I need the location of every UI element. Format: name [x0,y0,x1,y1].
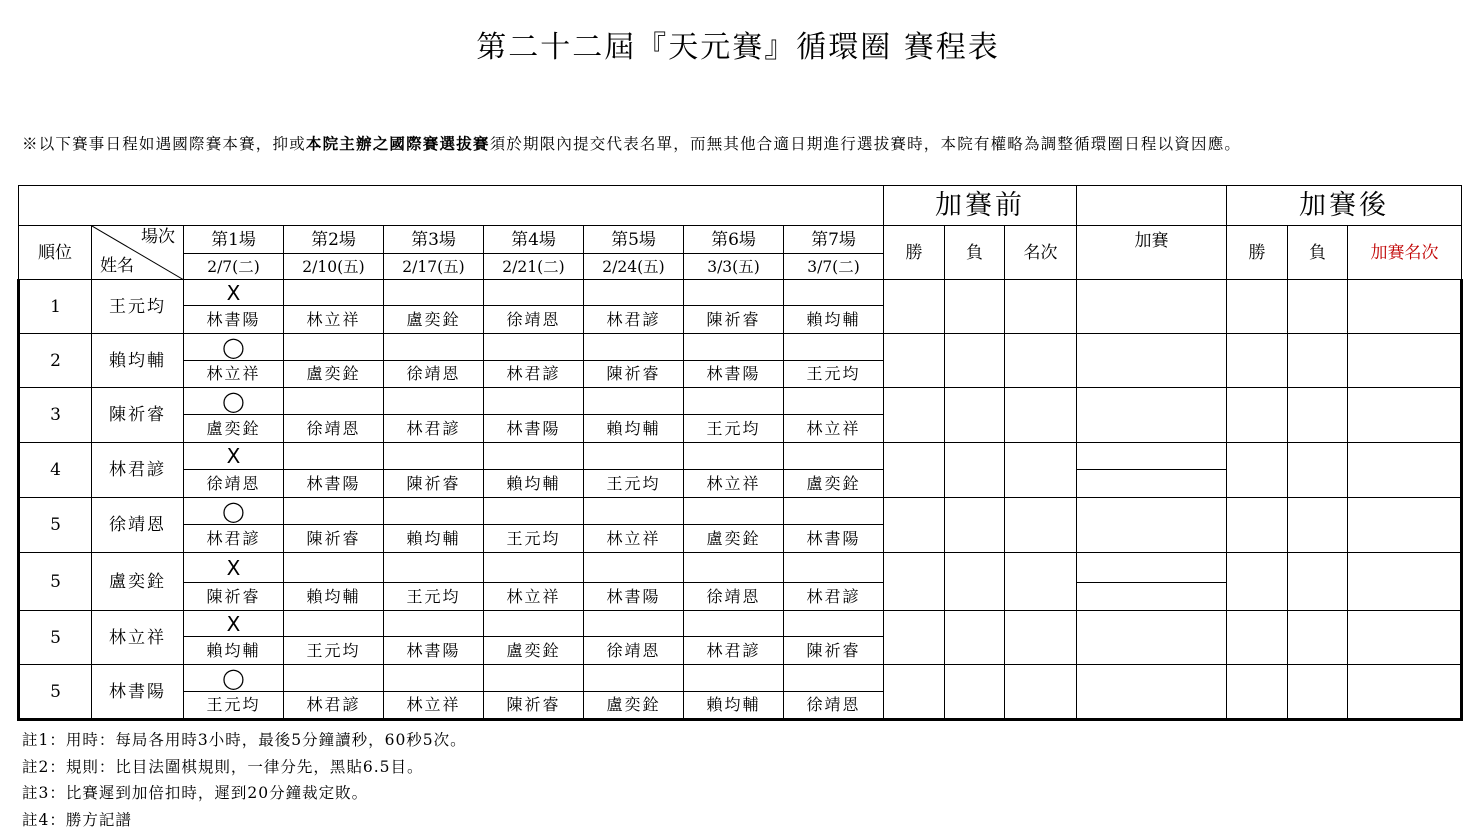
player-rank: 5 [19,553,92,611]
opponent-cell: 陳祈睿 [284,525,384,553]
player-rank: 3 [19,388,92,443]
opponent-cell: 賴均輔 [784,306,884,334]
playoff-cell [1077,443,1227,470]
loss-cell [945,388,1005,443]
playoff-place-cell [1348,280,1462,334]
playoff-cell [1077,334,1227,388]
player-rank: 5 [19,665,92,720]
result-cell [384,280,484,306]
note-1: 註1：用時：每局各用時3小時，最後5分鐘讀秒，60秒5次。 [22,727,467,754]
player-name: 林書陽 [92,665,184,720]
opponent-cell: 盧奕銓 [284,361,384,388]
note-3: 註3：比賽遲到加倍扣時，遲到20分鐘裁定敗。 [22,780,467,807]
result-cell: ◯ [184,334,284,361]
result-cell [784,553,884,583]
result-cell [284,280,384,306]
result-cell [684,611,784,637]
place-header: 名次 [1005,226,1077,280]
result-cell [584,498,684,525]
opponent-cell: 王元均 [284,637,384,665]
player-row [19,553,1462,583]
player-name: 賴均輔 [92,334,184,388]
playoff-cell [1077,280,1227,334]
result-cell [384,334,484,361]
result-cell [484,334,584,361]
rank-header: 順位 [19,226,92,280]
place-cell [1005,388,1077,443]
opponent-cell: 徐靖恩 [384,361,484,388]
player-rank: 5 [19,498,92,553]
result-cell [484,280,584,306]
notes [22,727,467,833]
result-cell: X [184,611,284,637]
player-rank: 2 [19,334,92,388]
opponent-cell: 林立祥 [284,306,384,334]
result-cell: ◯ [184,388,284,415]
notice-text-2: 須於期限內提交代表名單，而無其他合適日期進行選拔賽時，本院有權略為調整循環圈日程以資因應。 [490,135,1242,153]
player-row [19,388,1462,415]
opponent-cell: 林立祥 [484,583,584,611]
win-cell [884,498,945,553]
result-cell [684,280,784,306]
opponent-cell: 陳祈睿 [184,583,284,611]
opponent-cell: 賴均輔 [584,415,684,443]
opponent-cell: 陳祈睿 [584,361,684,388]
place-cell [1005,611,1077,665]
playoff-place-cell [1348,611,1462,665]
result-cell [284,443,384,470]
round-header: 第5場 [584,226,684,254]
result-cell [284,498,384,525]
playoff-place-cell [1348,443,1462,498]
round-label: 場次 [141,228,175,246]
win-cell [884,388,945,443]
after-win-cell [1227,334,1288,388]
result-cell [384,498,484,525]
player-row [19,665,1462,692]
result-cell [584,443,684,470]
opponent-cell: 林立祥 [584,525,684,553]
round-name-header [92,226,184,280]
opponent-cell: 王元均 [484,525,584,553]
place-cell [1005,443,1077,498]
result-cell [584,611,684,637]
result-cell: X [184,553,284,583]
result-cell [784,334,884,361]
loss-cell [945,498,1005,553]
player-row [19,443,1462,470]
after-win-cell [1227,443,1288,498]
opponent-cell: 林君諺 [584,306,684,334]
opponent-cell: 徐靖恩 [184,470,284,498]
result-cell [584,553,684,583]
round-header: 第2場 [284,226,384,254]
result-cell [584,388,684,415]
playoff-cell [1077,611,1227,665]
result-cell [784,388,884,415]
opponent-cell: 徐靖恩 [684,583,784,611]
after-loss-cell [1288,334,1348,388]
after-loss-cell [1288,498,1348,553]
result-cell [384,665,484,692]
opponent-cell: 賴均輔 [284,583,384,611]
playoff-cell [1077,470,1227,498]
opponent-cell: 林書陽 [784,525,884,553]
win-cell [884,443,945,498]
result-cell [784,665,884,692]
loss-cell [945,280,1005,334]
result-cell [684,443,784,470]
opponent-cell: 陳祈睿 [784,637,884,665]
loss-cell [945,611,1005,665]
opponent-cell: 陳祈睿 [684,306,784,334]
result-cell: ◯ [184,498,284,525]
win-cell [884,665,945,720]
result-cell [484,665,584,692]
result-cell [484,553,584,583]
playoff-place-cell [1348,553,1462,611]
schedule-notice [22,132,1458,156]
opponent-cell: 林立祥 [384,692,484,720]
opponent-cell: 林書陽 [284,470,384,498]
round-header: 第7場 [784,226,884,254]
result-cell [384,388,484,415]
after-loss-cell [1288,665,1348,720]
loss-cell [945,334,1005,388]
player-name: 盧奕銓 [92,553,184,611]
opponent-cell: 林君諺 [784,583,884,611]
round-date: 2/24(五) [584,254,684,280]
playoff-cell [1077,388,1227,443]
round-date: 2/10(五) [284,254,384,280]
note-4: 註4：勝方記譜 [22,807,467,833]
header-blank [19,186,884,226]
opponent-cell: 盧奕銓 [384,306,484,334]
opponent-cell: 林書陽 [184,306,284,334]
after-loss-cell [1288,553,1348,611]
result-cell [484,388,584,415]
round-header: 第4場 [484,226,584,254]
after-loss-cell [1288,388,1348,443]
result-cell [684,388,784,415]
result-cell [484,498,584,525]
win-cell [884,334,945,388]
opponent-cell: 林君諺 [384,415,484,443]
opponent-cell: 林君諺 [684,637,784,665]
page-title: 第二十二屆『天元賽』循環圈 賽程表 [0,22,1476,66]
opponent-cell: 賴均輔 [184,637,284,665]
after-loss-cell [1288,443,1348,498]
player-row [19,280,1462,306]
win-cell [884,280,945,334]
place-cell [1005,280,1077,334]
after-win-cell [1227,553,1288,611]
round-date: 3/3(五) [684,254,784,280]
opponent-cell: 陳祈睿 [484,692,584,720]
loss-header: 負 [945,226,1005,280]
result-cell [584,665,684,692]
opponent-cell: 林書陽 [584,583,684,611]
round-header: 第1場 [184,226,284,254]
player-row [19,334,1462,361]
round-date: 3/7(二) [784,254,884,280]
result-cell [384,553,484,583]
player-rank: 4 [19,443,92,498]
loss-cell [945,665,1005,720]
after-loss-header: 負 [1288,226,1348,280]
opponent-cell: 林君諺 [484,361,584,388]
notice-text-1: ※以下賽事日程如遇國際賽本賽，抑或 [22,135,306,153]
result-cell [584,280,684,306]
opponent-cell: 王元均 [384,583,484,611]
opponent-cell: 林立祥 [184,361,284,388]
player-rank: 5 [19,611,92,665]
loss-cell [945,553,1005,611]
opponent-cell: 林立祥 [684,470,784,498]
win-cell [884,553,945,611]
result-cell [784,611,884,637]
round-header: 第3場 [384,226,484,254]
opponent-cell: 賴均輔 [384,525,484,553]
opponent-cell: 盧奕銓 [684,525,784,553]
after-playoff-header: 加賽後 [1227,186,1462,226]
opponent-cell: 王元均 [684,415,784,443]
after-loss-cell [1288,611,1348,665]
result-cell [284,611,384,637]
opponent-cell: 陳祈睿 [384,470,484,498]
opponent-cell: 林書陽 [384,637,484,665]
result-cell [284,334,384,361]
result-cell [284,553,384,583]
opponent-cell: 徐靖恩 [484,306,584,334]
player-name: 王元均 [92,280,184,334]
opponent-cell: 賴均輔 [484,470,584,498]
result-cell: X [184,443,284,470]
opponent-cell: 盧奕銓 [484,637,584,665]
round-date: 2/7(二) [184,254,284,280]
result-cell [784,280,884,306]
result-cell [784,443,884,470]
result-cell [684,553,784,583]
opponent-cell: 林立祥 [784,415,884,443]
opponent-cell: 盧奕銓 [584,692,684,720]
result-cell [684,334,784,361]
round-date: 2/21(二) [484,254,584,280]
schedule-table [17,185,1463,721]
opponent-cell: 王元均 [184,692,284,720]
result-cell [384,443,484,470]
after-loss-cell [1288,280,1348,334]
player-row [19,498,1462,525]
opponent-cell: 徐靖恩 [284,415,384,443]
playoff-place-cell [1348,388,1462,443]
place-cell [1005,498,1077,553]
after-win-cell [1227,665,1288,720]
player-row [19,611,1462,637]
player-rank: 1 [19,280,92,334]
opponent-cell: 林書陽 [684,361,784,388]
result-cell [484,443,584,470]
playoff-place-cell [1348,334,1462,388]
playoff-cell [1077,498,1227,553]
loss-cell [945,443,1005,498]
player-name: 徐靖恩 [92,498,184,553]
result-cell [684,665,784,692]
header-blank-playoff [1077,186,1227,226]
notice-bold-text: 本院主辦之國際賽選拔賽 [306,134,490,153]
result-cell: X [184,280,284,306]
playoff-cell [1077,583,1227,611]
result-cell [684,498,784,525]
opponent-cell: 盧奕銓 [784,470,884,498]
win-header: 勝 [884,226,945,280]
player-name: 陳祈睿 [92,388,184,443]
note-2: 註2：規則：比目法圍棋規則，一律分先，黑貼6.5目。 [22,754,467,781]
opponent-cell: 林書陽 [484,415,584,443]
opponent-cell: 賴均輔 [684,692,784,720]
opponent-cell: 王元均 [584,470,684,498]
opponent-cell: 徐靖恩 [784,692,884,720]
opponent-cell: 林君諺 [284,692,384,720]
result-cell [284,665,384,692]
after-win-header: 勝 [1227,226,1288,280]
name-label: 姓名 [100,257,134,275]
playoff-place-header: 加賽名次 [1348,226,1462,280]
opponent-cell: 徐靖恩 [584,637,684,665]
result-cell: ◯ [184,665,284,692]
playoff-cell [1077,665,1227,720]
player-name: 林立祥 [92,611,184,665]
opponent-cell: 盧奕銓 [184,415,284,443]
result-cell [784,498,884,525]
result-cell [584,334,684,361]
after-win-cell [1227,280,1288,334]
result-cell [384,611,484,637]
place-cell [1005,553,1077,611]
after-win-cell [1227,388,1288,443]
opponent-cell: 王元均 [784,361,884,388]
result-cell [484,611,584,637]
playoff-place-cell [1348,498,1462,553]
place-cell [1005,665,1077,720]
opponent-cell: 林君諺 [184,525,284,553]
playoff-place-cell [1348,665,1462,720]
after-win-cell [1227,611,1288,665]
round-date: 2/17(五) [384,254,484,280]
playoff-cell [1077,553,1227,583]
round-header: 第6場 [684,226,784,254]
player-name: 林君諺 [92,443,184,498]
result-cell [284,388,384,415]
before-playoff-header: 加賽前 [884,186,1077,226]
after-win-cell [1227,498,1288,553]
playoff-header: 加賽 [1077,226,1227,280]
place-cell [1005,334,1077,388]
win-cell [884,611,945,665]
